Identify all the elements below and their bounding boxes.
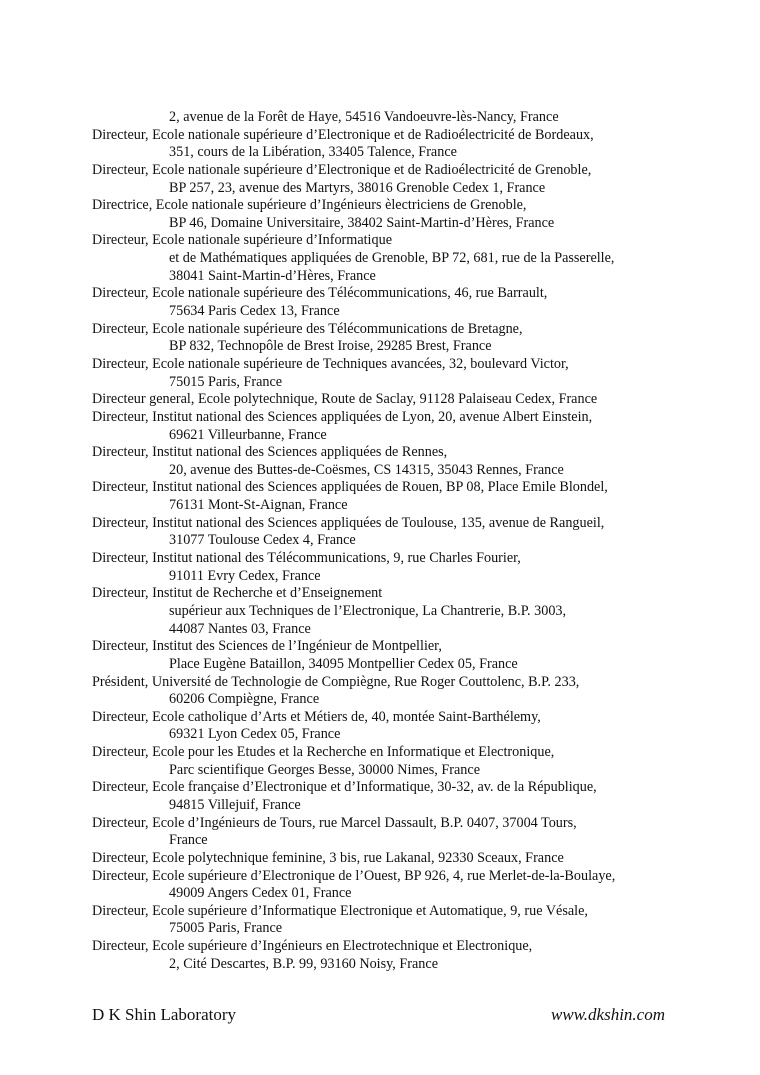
address-entry-line: Directeur, Institut national des Sciences appliquées de Rennes, [92, 444, 448, 461]
address-entry-line: Directeur, Institut national des Sciences appliquées de Lyon, 20, avenue Albert Einstein, [92, 408, 593, 425]
address-entry-line: Directeur, Ecole supérieure d’Informatique Electronique et Automatique, 9, rue Vésale, [92, 902, 588, 919]
address-continuation-line: 91011 Evry Cedex, France [169, 567, 321, 584]
address-entry-line: Directeur, Ecole nationale supérieure de Techniques avancées, 32, boulevard Victor, [92, 355, 569, 372]
address-entry-line: Directeur, Institut national des Sciences appliquées de Rouen, BP 08, Place Emile Blondel, [92, 479, 608, 496]
address-continuation-line: 351, cours de la Libération, 33405 Talence, France [169, 144, 457, 161]
address-continuation-line: France [169, 832, 208, 849]
address-continuation-line: 38041 Saint-Martin-d’Hères, France [169, 267, 376, 284]
address-entry-line: Directeur, Ecole d’Ingénieurs de Tours, rue Marcel Dassault, B.P. 0407, 37004 Tours, [92, 814, 577, 831]
address-continuation-line: Parc scientifique Georges Besse, 30000 Nimes, France [169, 761, 480, 778]
address-continuation-line: 60206 Compiègne, France [169, 691, 320, 708]
address-list [92, 109, 692, 973]
address-continuation-line: BP 832, Technopôle de Brest Iroise, 29285 Brest, France [169, 338, 492, 355]
address-entry-line: Président, Université de Technologie de Compiègne, Rue Roger Couttolenc, B.P. 233, [92, 673, 580, 690]
address-entry-line: Directeur, Ecole polytechnique feminine, 3 bis, rue Lakanal, 92330 Sceaux, France [92, 849, 564, 866]
address-entry-line: Directeur, Ecole nationale supérieure d’Electronique et de Radioélectricité de Bordeaux, [92, 126, 594, 143]
address-continuation-line: 76131 Mont-St-Aignan, France [169, 497, 348, 514]
address-entry-line: Directeur, Ecole supérieure d’Ingénieurs en Electrotechnique et Electronique, [92, 938, 533, 955]
address-continuation-line: 69621 Villeurbanne, France [169, 426, 327, 443]
address-continuation-line: 75015 Paris, France [169, 373, 283, 390]
address-entry-line: Directrice, Ecole nationale supérieure d’Ingénieurs èlectriciens de Grenoble, [92, 197, 527, 214]
address-entry-line: Directeur, Institut national des Télécommunications, 9, rue Charles Fourier, [92, 550, 521, 567]
address-continuation-line: 49009 Angers Cedex 01, France [169, 885, 352, 902]
address-entry-line: Directeur, Institut de Recherche et d’Enseignement [92, 585, 383, 602]
address-continuation-line: 44087 Nantes 03, France [169, 620, 311, 637]
address-continuation-line: 75005 Paris, France [169, 920, 283, 937]
address-entry-line: Directeur, Institut des Sciences de l’Ingénieur de Montpellier, [92, 638, 442, 655]
address-continuation-line: 2, Cité Descartes, B.P. 99, 93160 Noisy, France [169, 955, 438, 972]
address-entry-line: Directeur, Ecole pour les Etudes et la Recherche en Informatique et Electronique, [92, 744, 555, 761]
address-entry-line: Directeur, Ecole française d’Electronique et d’Informatique, 30-32, av. de la République, [92, 779, 597, 796]
address-continuation-line: 2, avenue de la Forêt de Haye, 54516 Vandoeuvre-lès-Nancy, France [169, 109, 559, 125]
address-continuation-line: Place Eugène Bataillon, 34095 Montpellier Cedex 05, France [169, 655, 518, 672]
address-continuation-line: 69321 Lyon Cedex 05, France [169, 726, 341, 743]
footer-lab-name: D K Shin Laboratory [92, 1005, 237, 1024]
address-continuation-line: 75634 Paris Cedex 13, France [169, 303, 340, 320]
address-continuation-line: 94815 Villejuif, France [169, 796, 301, 813]
footer-website: www.dkshin.com [551, 1005, 665, 1024]
address-continuation-line: 31077 Toulouse Cedex 4, France [169, 532, 356, 549]
address-entry-line: Directeur, Ecole nationale supérieure d’Electronique et de Radioélectricité de Grenoble, [92, 161, 592, 178]
address-continuation-line: supérieur aux Techniques de l’Electronique, La Chantrerie, B.P. 3003, [169, 602, 567, 619]
address-entry-line: Directeur, Ecole nationale supérieure des Télécommunications, 46, rue Barrault, [92, 285, 548, 302]
address-entry-line: Directeur, Institut national des Sciences appliquées de Toulouse, 135, avenue de Rangueil, [92, 514, 605, 531]
address-entry-line: Directeur, Ecole nationale supérieure des Télécommunications de Bretagne, [92, 320, 523, 337]
address-continuation-line: BP 46, Domaine Universitaire, 38402 Saint-Martin-d’Hères, France [169, 214, 555, 231]
address-continuation-line: 20, avenue des Buttes-de-Coësmes, CS 14315, 35043 Rennes, France [169, 461, 564, 478]
address-entry-line: Directeur, Ecole nationale supérieure d’Informatique [92, 232, 392, 249]
address-entry-line: Directeur, Ecole catholique d’Arts et Métiers de, 40, montée Saint-Barthélemy, [92, 708, 541, 725]
address-entry-line: Directeur general, Ecole polytechnique, Route de Saclay, 91128 Palaiseau Cedex, France [92, 391, 598, 408]
address-entry-line: Directeur, Ecole supérieure d’Electronique de l’Ouest, BP 926, 4, rue Merlet-de-la-Boulaye, [92, 867, 616, 884]
address-continuation-line: et de Mathématiques appliquées de Grenoble, BP 72, 681, rue de la Passerelle, [169, 250, 615, 267]
address-continuation-line: BP 257, 23, avenue des Martyrs, 38016 Grenoble Cedex 1, France [169, 179, 546, 196]
